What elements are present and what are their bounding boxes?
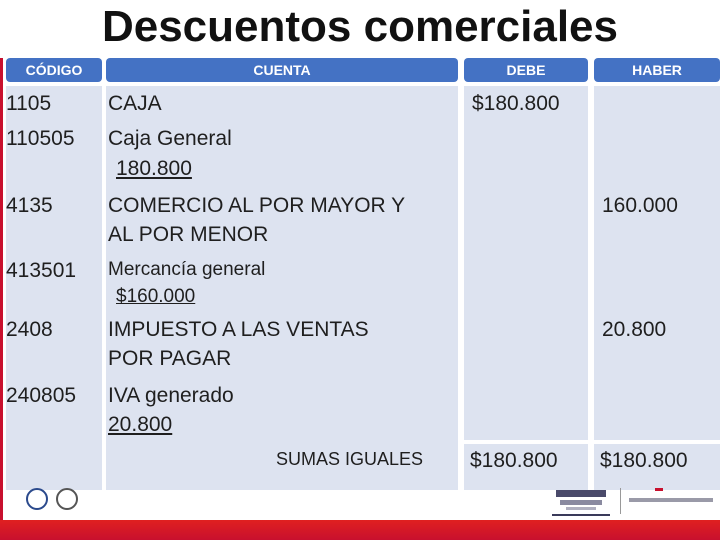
row-account: IMPUESTO A LAS VENTAS [108,318,369,341]
totals-codigo-cell [6,444,102,490]
row-code: 1105 [6,92,52,115]
header-haber: HABER [594,58,720,82]
row-code: 240805 [6,384,77,407]
totals-haber: $180.800 [600,449,688,472]
university-logo [552,488,610,516]
row-detail-amount: 180.800 [116,157,192,180]
row-debe: $180.800 [472,92,560,115]
row-haber: 160.000 [602,194,678,217]
seal-logo-left [26,488,48,510]
row-account-cont: POR PAGAR [108,347,232,370]
row-detail-amount: $160.000 [116,286,196,307]
row-code: 413501 [6,259,77,282]
row-account: COMERCIO AL POR MAYOR Y [108,194,406,217]
ledger-table [6,58,720,490]
header-debe: DEBE [464,58,588,82]
row-code: 2408 [6,318,53,341]
totals-debe: $180.800 [470,449,558,472]
row-detail-amount: 20.800 [108,413,173,436]
haber-column [594,86,720,440]
row-account: IVA generado [108,384,234,407]
page-title: Descuentos comerciales [101,2,619,51]
bottom-red-band [0,520,720,540]
row-account: Caja General [108,127,232,150]
row-code: 110505 [6,127,75,150]
totals-label: SUMAS IGUALES [276,449,424,469]
brand-logo [620,488,719,514]
header-codigo: CÓDIGO [6,58,102,82]
debe-column [464,86,588,440]
left-accent-bar [0,58,3,540]
row-account-cont: AL POR MENOR [108,223,269,246]
row-account: Mercancía general [108,259,266,280]
row-code: 4135 [6,194,53,217]
row-haber: 20.800 [602,318,667,341]
row-account: CAJA [108,92,162,115]
seal-logo-right [56,488,78,510]
header-cuenta: CUENTA [106,58,458,82]
footer [0,488,720,540]
